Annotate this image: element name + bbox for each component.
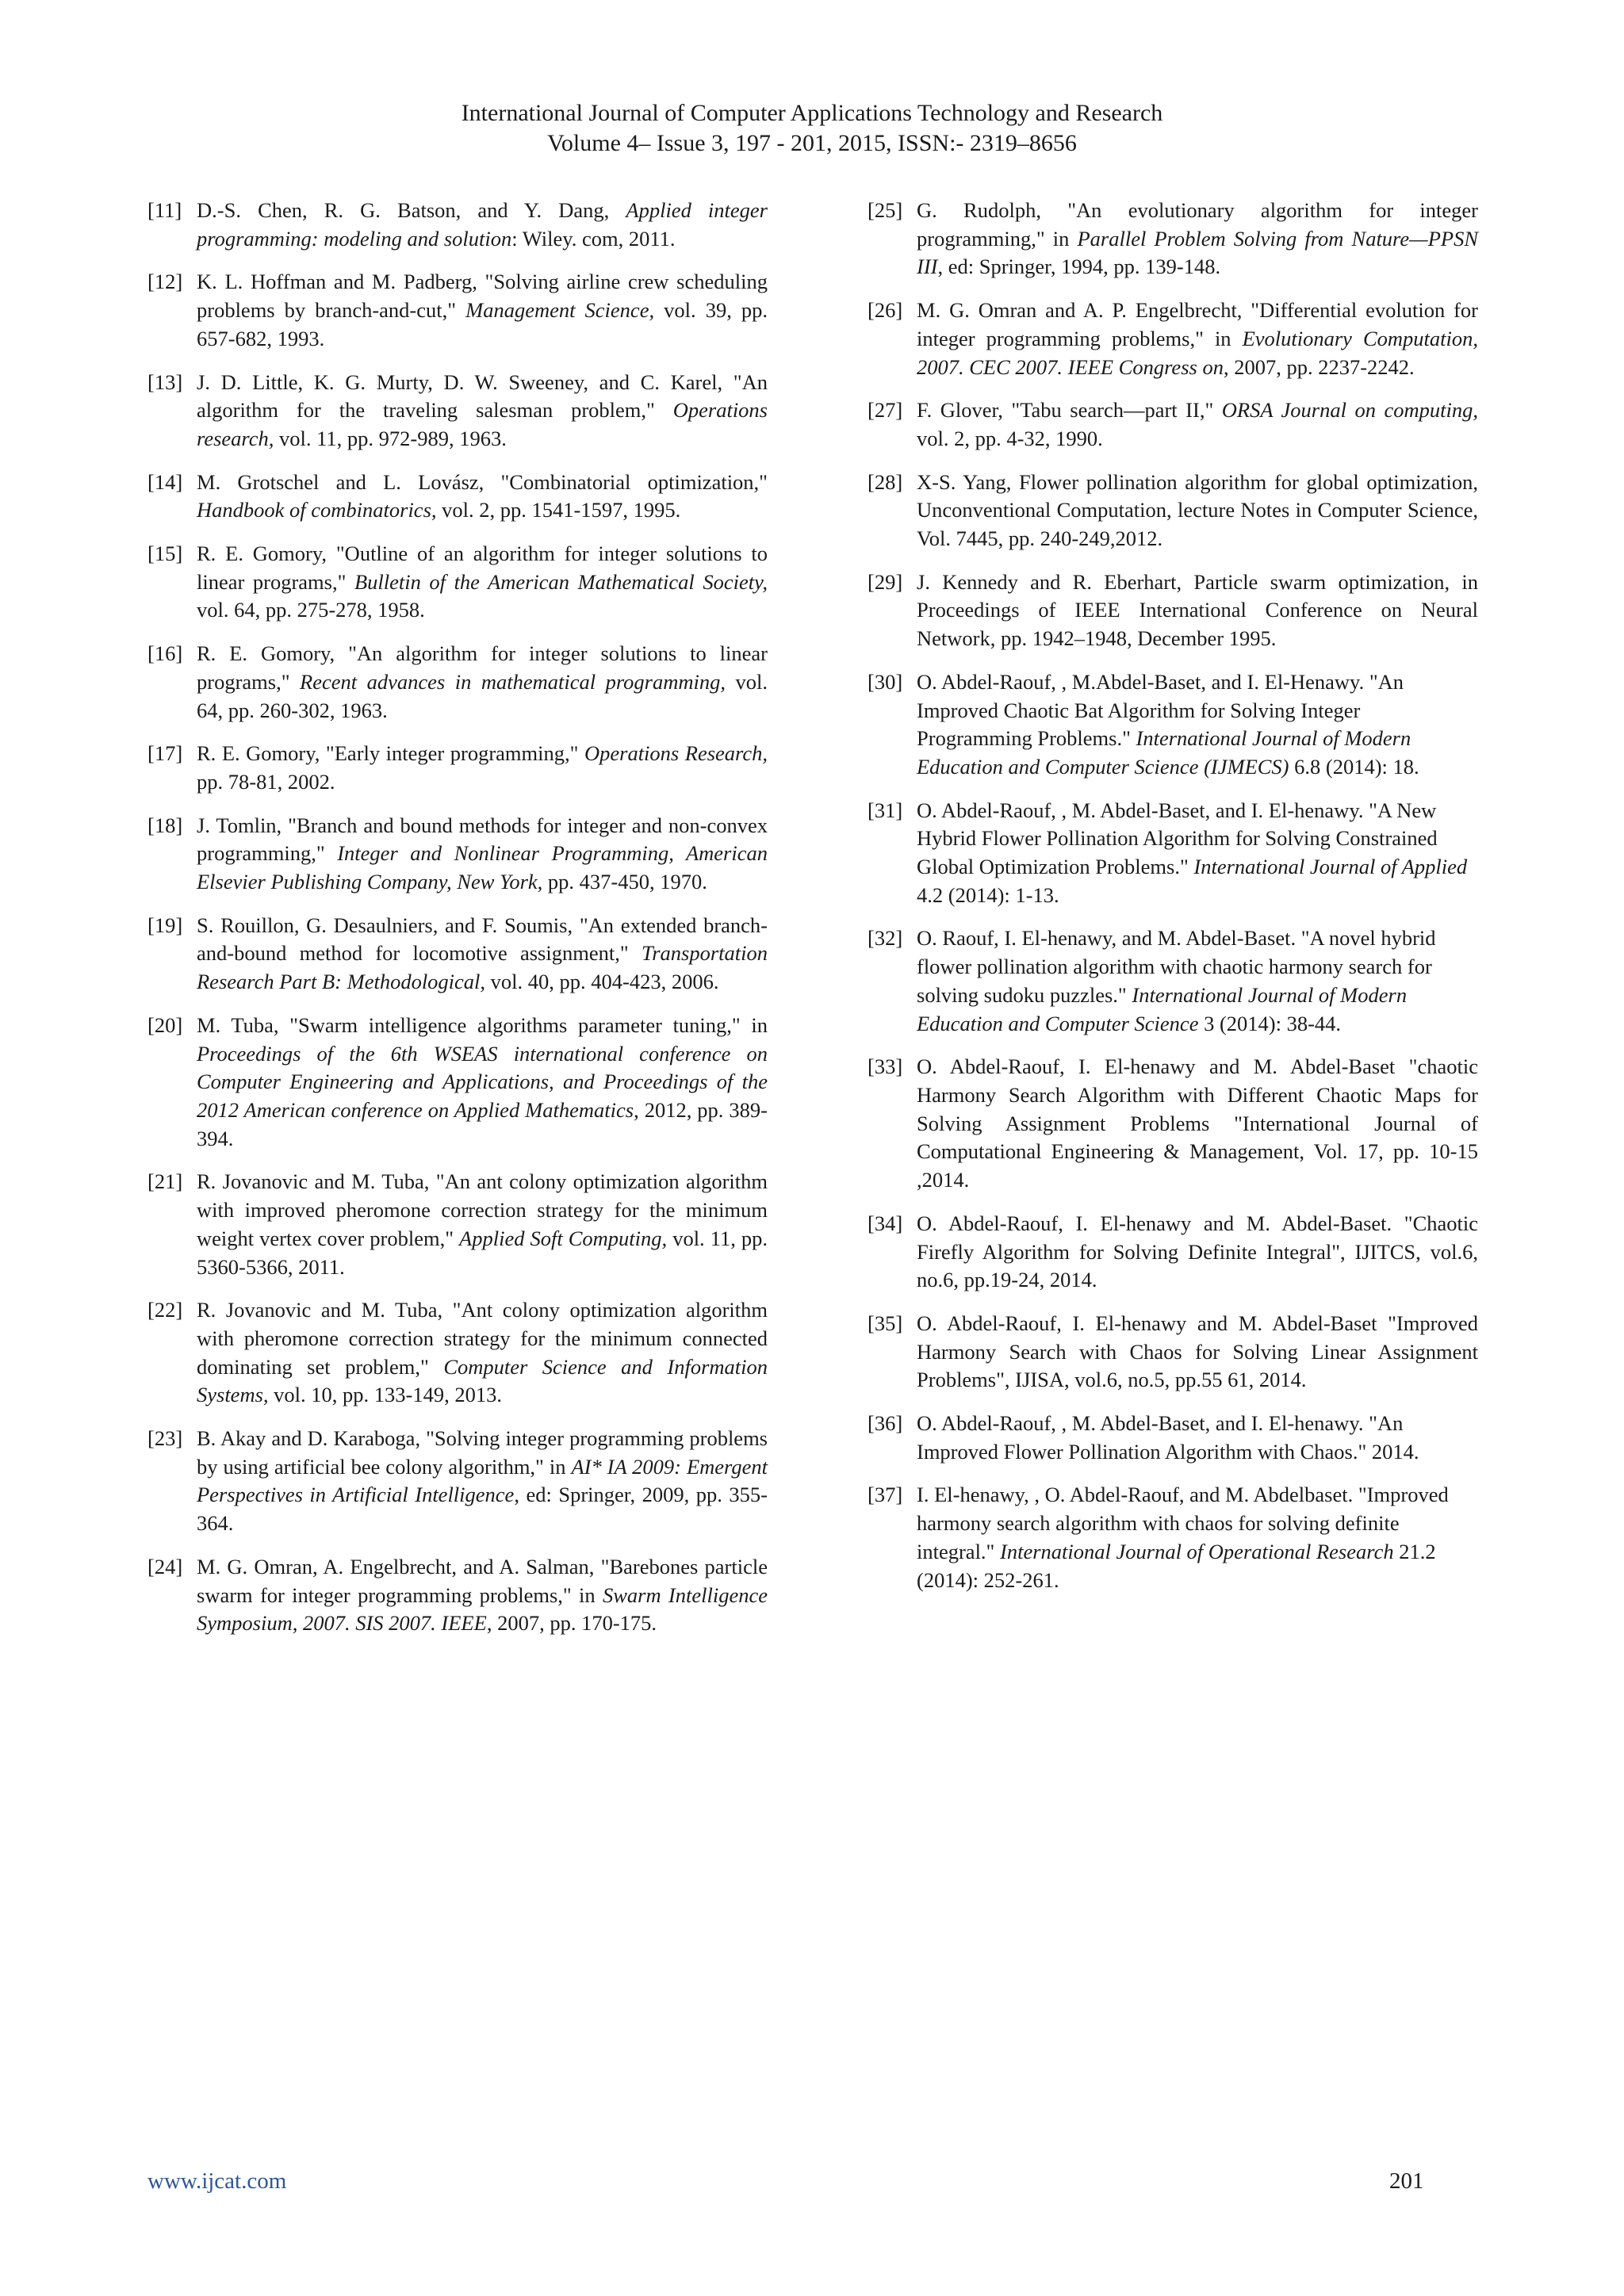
reference-text-segment: D.-S. Chen, R. G. Batson, and Y. Dang, <box>197 198 626 222</box>
reference-text-segment: R. E. Gomory, "Outline of an algorithm for integer solutions to linear programs," <box>197 541 768 594</box>
reference-text-segment: R. E. Gomory, "An algorithm for integer solutions to linear programs," <box>197 641 768 694</box>
reference-text-segment: vol. 2, pp. 4-32, 1990. <box>917 426 1103 450</box>
reference-item <box>147 912 768 997</box>
reference-text-segment: O. Abdel-Raouf, I. El-henawy and M. Abdel-Baset. "Chaotic Firefly Algorithm for Solving Definite Integral", IJITCS, vol.6, no.6, pp.19-24, 2014. <box>917 1211 1478 1292</box>
reference-text <box>917 396 1478 453</box>
reference-number: [28] <box>868 469 903 494</box>
reference-item <box>147 812 768 897</box>
reference-source-title: International Journal of Applied <box>1193 855 1468 879</box>
reference-number: [33] <box>868 1054 903 1079</box>
reference-item <box>147 1425 768 1538</box>
reference-number: [37] <box>868 1483 903 1507</box>
reference-text-segment: M. G. Omran, A. Engelbrecht, and A. Salman, "Barebones particle swarm for integer programming problems," in <box>197 1554 768 1607</box>
reference-text-segment: , ed: Springer, 2009, pp. 355-364. <box>197 1483 768 1536</box>
reference-text <box>917 1210 1478 1295</box>
reference-text <box>197 1296 768 1410</box>
journal-website-link[interactable]: www.ijcat.com <box>147 2168 287 2194</box>
reference-source-title: Recent advances in mathematical programming, <box>300 669 726 694</box>
reference-text <box>197 640 768 725</box>
reference-source-title: International Journal of Modern Education and Computer Science <box>917 982 1408 1035</box>
reference-item <box>868 568 1478 653</box>
reference-item <box>868 1210 1478 1295</box>
reference-number: [16] <box>147 641 183 666</box>
reference-number: [17] <box>147 741 183 766</box>
reference-number: [32] <box>868 926 903 951</box>
reference-item <box>868 1481 1478 1594</box>
page-number: 201 <box>1389 2168 1424 2194</box>
reference-text-segment: M. G. Omran and A. P. Engelbrecht, "Differential evolution for integer programming problems," in <box>917 298 1478 350</box>
reference-text-segment: O. Abdel-Raouf, I. El-henawy and M. Abdel-Baset "Improved Harmony Search with Chaos for Solving Linear Assignment Problems", IJISA, vol.6, no.5, pp.55 61, 2014. <box>917 1311 1478 1392</box>
reference-text-segment: X-S. Yang, Flower pollination algorithm for global optimization, Unconventional Computation, lecture Notes in Computer Science, Vol. 7445, pp. 240-249,2012. <box>917 469 1478 551</box>
reference-source-title: Transportation Research Part B: Methodological, <box>197 941 768 994</box>
reference-number: [18] <box>147 813 183 837</box>
reference-source-title: Evolutionary Computation, 2007. CEC 2007. IEEE Congress on <box>917 326 1478 379</box>
reference-text <box>197 469 768 525</box>
reference-text-segment: 21.2 (2014): 252-261. <box>917 1539 1436 1592</box>
reference-text-segment: vol. 39, pp. 657-682, 1993. <box>197 298 768 350</box>
reference-number: [13] <box>147 369 183 394</box>
reference-text-segment: J. Tomlin, "Branch and bound methods for integer and non-convex programming," <box>197 813 768 866</box>
reference-text-segment: F. Glover, "Tabu search—part II," <box>917 398 1222 423</box>
reference-text <box>197 740 768 796</box>
reference-item <box>868 197 1478 281</box>
reference-number: [24] <box>147 1554 183 1578</box>
reference-source-title: Swarm Intelligence Symposium, 2007. SIS 2007. IEEE <box>197 1582 768 1636</box>
reference-source-title: Parallel Problem Solving from Nature—PPSN III <box>917 226 1479 279</box>
reference-source-title: International Journal of Operational Research <box>1000 1539 1394 1563</box>
journal-header <box>0 98 1624 159</box>
reference-text-segment: I. El-henawy, , O. Abdel-Raouf, and M. Abdelbaset. "Improved harmony search algorithm with chaos for solving definite integral." <box>917 1483 1449 1563</box>
reference-text <box>917 197 1478 281</box>
references-left-column <box>147 197 768 1653</box>
reference-source-title: Operations research, <box>197 398 768 450</box>
reference-text-segment: , ed: Springer, 1994, pp. 139-148. <box>937 254 1221 279</box>
reference-text <box>917 797 1478 910</box>
reference-number: [15] <box>147 541 183 566</box>
reference-number: [30] <box>868 669 903 694</box>
reference-item <box>147 268 768 353</box>
reference-item <box>868 1053 1478 1195</box>
reference-source-title: Management Science, <box>465 298 655 323</box>
reference-text <box>197 197 768 253</box>
reference-text-segment: G. Rudolph, "An evolutionary algorithm for integer programming," in <box>917 198 1478 251</box>
reference-number: [23] <box>147 1426 183 1451</box>
reference-number: [25] <box>868 198 903 222</box>
reference-text <box>917 668 1478 782</box>
reference-item <box>147 640 768 725</box>
reference-text-segment: pp. 437-450, 1970. <box>542 870 707 894</box>
reference-text-segment: B. Akay and D. Karaboga, "Solving integer programming problems by using artificial bee colony algorithm," in <box>197 1426 768 1479</box>
reference-source-title: Applied integer programming: modeling and solution <box>197 198 768 251</box>
reference-text <box>917 297 1478 381</box>
reference-text <box>917 568 1478 653</box>
reference-item <box>868 924 1478 1038</box>
reference-item <box>868 469 1478 553</box>
reference-item <box>868 297 1478 381</box>
reference-number: [21] <box>147 1169 183 1194</box>
reference-text-segment: pp. 78-81, 2002. <box>197 769 335 794</box>
reference-text-segment: K. L. Hoffman and M. Padberg, "Solving airline crew scheduling problems by branch-and-cut," <box>197 270 768 323</box>
reference-item <box>868 1310 1478 1395</box>
reference-item <box>147 469 768 525</box>
reference-number: [26] <box>868 298 903 323</box>
reference-number: [29] <box>868 569 903 594</box>
reference-text <box>917 924 1478 1038</box>
journal-volume-info: Volume 4– Issue 3, 197 - 201, 2015, ISSN:- 2319–8656 <box>547 130 1077 156</box>
reference-text <box>917 1410 1478 1466</box>
reference-item <box>147 369 768 453</box>
reference-text <box>917 1053 1478 1195</box>
reference-source-title: Bulletin of the American Mathematical Society, <box>354 569 768 594</box>
reference-text-segment: R. Jovanovic and M. Tuba, "An ant colony optimization algorithm with improved pheromone correction strategy for the minimum weight vertex cover problem," <box>197 1169 768 1250</box>
reference-item <box>147 740 768 796</box>
reference-text-segment: J. D. Little, K. G. Murty, D. W. Sweeney, and C. Karel, "An algorithm for the traveling salesman problem," <box>197 369 768 423</box>
reference-text <box>197 1168 768 1281</box>
reference-number: [27] <box>868 398 903 423</box>
reference-text <box>917 1481 1478 1594</box>
reference-item <box>868 1410 1478 1466</box>
reference-text-segment: vol. 11, pp. 972-989, 1963. <box>274 426 507 450</box>
reference-text-segment: S. Rouillon, G. Desaulniers, and F. Soumis, "An extended branch-and-bound method for locomotive assignment," <box>197 913 768 966</box>
reference-text-segment: vol. 64, pp. 275-278, 1958. <box>197 598 425 622</box>
reference-number: [31] <box>868 798 903 822</box>
reference-text-segment: M. Grotschel and L. Lovász, "Combinatorial optimization," <box>197 469 768 494</box>
reference-source-title: Computer Science and Information Systems, <box>197 1354 768 1407</box>
reference-source-title: Operations Research, <box>584 741 768 766</box>
reference-text-segment: O. Raouf, I. El-henawy, and M. Abdel-Baset. "A novel hybrid flower pollination algorithm with chaotic harmony search for solving sudoku puzzles." <box>917 926 1436 1007</box>
reference-text-segment: O. Abdel-Raouf, I. El-henawy and M. Abdel-Baset "chaotic Harmony Search Algorithm with Different Chaotic Maps for Solving Assignment Problems "International Journal of Computational Engineering & Management, Vol. 17, pp. 10-15 ,2014. <box>917 1054 1478 1192</box>
reference-text-segment: O. Abdel-Raouf, , M.Abdel-Baset, and I. El-Henawy. "An Improved Chaotic Bat Algorithm for Solving Integer Programming Problems." <box>917 669 1404 751</box>
reference-text-segment: 4.2 (2014): 1-13. <box>917 882 1059 907</box>
reference-number: [11] <box>147 198 182 222</box>
reference-item <box>868 396 1478 453</box>
reference-text-segment: , 2012, pp. 389-394. <box>197 1097 768 1150</box>
reference-item <box>147 197 768 253</box>
reference-item <box>147 1012 768 1154</box>
references-right-column <box>868 197 1478 1609</box>
reference-text <box>917 1310 1478 1395</box>
reference-text-segment: 3 (2014): 38-44. <box>1198 1011 1342 1035</box>
reference-text <box>197 1425 768 1538</box>
reference-item <box>147 540 768 625</box>
reference-text-segment: 6.8 (2014): 18. <box>1289 754 1419 779</box>
reference-text-segment: vol. 10, pp. 133-149, 2013. <box>268 1383 502 1407</box>
reference-text-segment: O. Abdel-Raouf, , M. Abdel-Baset, and I. El-henawy. "An Improved Flower Pollination Algorithm with Chaos." 2014. <box>917 1411 1419 1464</box>
reference-text <box>917 469 1478 553</box>
reference-number: [36] <box>868 1411 903 1436</box>
reference-text <box>197 369 768 453</box>
reference-item <box>147 1553 768 1638</box>
reference-item <box>868 797 1478 910</box>
reference-text-segment: O. Abdel-Raouf, , M. Abdel-Baset, and I. El-henawy. "A New Hybrid Flower Pollination Algorithm for Solving Constrained Global Optimization Problems." <box>917 798 1438 879</box>
reference-text-segment: , 2007, pp. 170-175. <box>486 1611 657 1636</box>
reference-text <box>197 1553 768 1638</box>
reference-text-segment: J. Kennedy and R. Eberhart, Particle swarm optimization, in Proceedings of IEEE International Conference on Neural Network, pp. 1942–1948, December 1995. <box>917 569 1478 651</box>
reference-text <box>197 912 768 997</box>
reference-text <box>197 1012 768 1154</box>
reference-text <box>197 540 768 625</box>
reference-source-title: Proceedings of the 6th WSEAS international conference on Computer Engineering and Applications, and Proceedings of the 2012 American conference on Applied Mathematics <box>197 1041 768 1122</box>
reference-item <box>868 668 1478 782</box>
reference-source-title: Integer and Nonlinear Programming, American Elsevier Publishing Company, New York, <box>197 841 768 894</box>
reference-source-title: Applied Soft Computing, <box>459 1226 668 1250</box>
reference-text-segment: M. Tuba, "Swarm intelligence algorithms parameter tuning," in <box>197 1012 768 1037</box>
reference-number: [35] <box>868 1311 903 1335</box>
reference-item <box>147 1168 768 1281</box>
reference-text-segment: vol. 2, pp. 1541-1597, 1995. <box>436 498 681 522</box>
reference-text-segment: R. Jovanovic and M. Tuba, "Ant colony optimization algorithm with pheromone correction strategy for the minimum connected dominating set problem," <box>197 1298 768 1379</box>
reference-source-title: Handbook of combinatorics, <box>197 498 437 522</box>
reference-text <box>197 268 768 353</box>
reference-source-title: ORSA Journal on computing, <box>1221 398 1478 423</box>
reference-source-title: AI* IA 2009: Emergent Perspectives in Artificial Intelligence <box>197 1454 768 1507</box>
journal-title: International Journal of Computer Applications Technology and Research <box>461 100 1163 126</box>
reference-number: [14] <box>147 469 183 494</box>
reference-number: [22] <box>147 1298 183 1322</box>
reference-text-segment: vol. 11, pp. 5360-5366, 2011. <box>197 1226 768 1279</box>
reference-number: [19] <box>147 913 183 937</box>
reference-number: [20] <box>147 1012 183 1037</box>
reference-number: [12] <box>147 270 183 294</box>
reference-text-segment: , 2007, pp. 2237-2242. <box>1223 354 1415 379</box>
reference-text-segment: vol. 64, pp. 260-302, 1963. <box>197 669 768 722</box>
reference-text-segment: : Wiley. com, 2011. <box>511 226 676 251</box>
reference-text <box>197 812 768 897</box>
reference-number: [34] <box>868 1211 903 1235</box>
reference-text-segment: vol. 40, pp. 404-423, 2006. <box>485 970 719 994</box>
reference-source-title: International Journal of Modern Education and Computer Science (IJMECS) <box>917 726 1411 779</box>
reference-item <box>147 1296 768 1410</box>
reference-text-segment: R. E. Gomory, "Early integer programming," <box>197 741 584 766</box>
